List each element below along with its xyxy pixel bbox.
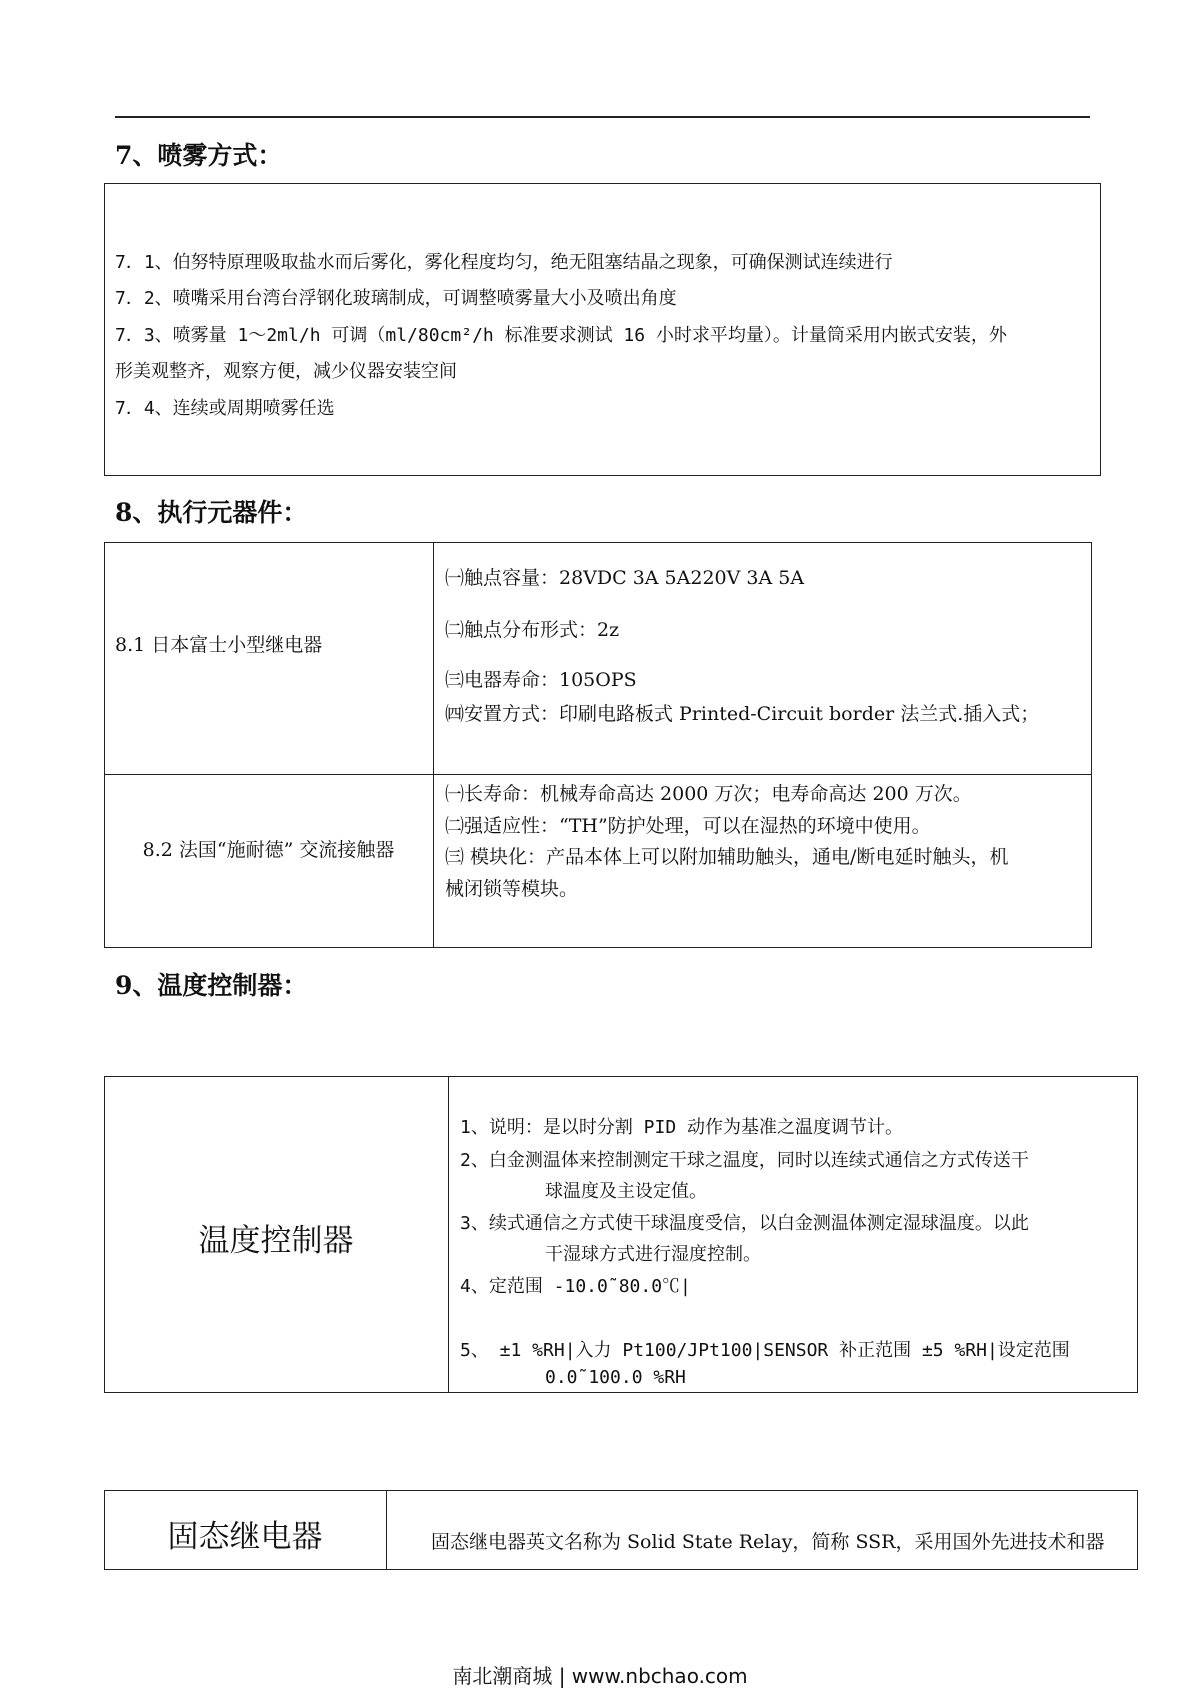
contactor-spec-line: 械闭锁等模块。: [445, 878, 579, 900]
temp-spec-line: 球温度及主设定值。: [545, 1181, 707, 1202]
temp-spec-line: 0.0˜100.0 %RH: [545, 1367, 686, 1388]
section-8-table: [104, 542, 1092, 948]
table-divider: [433, 542, 434, 948]
section-8-heading: 8、执行元器件：: [115, 498, 308, 527]
section-7-line: 7．3、喷雾量 1～2ml/h 可调（ml/80cm²/h 标准要求测试 16 小时求平均量）。计量筒采用内嵌式安装，外: [115, 325, 1007, 346]
ssr-label: 固态继电器: [167, 1519, 323, 1555]
top-rule: [115, 116, 1090, 118]
contactor-spec-line: ㈡强适应性：“TH”防护处理，可以在湿热的环境中使用。: [445, 815, 931, 837]
table-divider: [104, 774, 1092, 775]
temp-spec-line: 4、定范围 -10.0˜80.0℃|: [460, 1276, 691, 1297]
section-7-line: 7．4、连续或周期喷雾任选: [115, 398, 335, 419]
temp-spec-line: 干湿球方式进行湿度控制。: [545, 1244, 761, 1265]
section-7-heading: 7、喷雾方式：: [115, 141, 283, 170]
temp-spec-line: 1、说明：是以时分割 PID 动作为基准之温度调节计。: [460, 1117, 904, 1138]
contactor-label: 8.2 法国“施耐德” 交流接触器: [142, 839, 395, 861]
relay-spec-line: ㈡触点分布形式：2z: [445, 619, 620, 641]
section-7-line: 形美观整齐，观察方便，减少仪器安装空间: [115, 361, 457, 382]
table-divider: [448, 1076, 449, 1393]
relay-label: 8.1 日本富士小型继电器: [115, 634, 323, 656]
table-divider: [386, 1490, 387, 1570]
ssr-description: 固态继电器英文名称为 Solid State Relay，简称 SSR，采用国外先进技术和器: [431, 1531, 1105, 1553]
section-9-heading: 9、温度控制器：: [115, 971, 308, 1000]
temp-spec-line: 5、 ±1 %RH|入力 Pt100/JPt100|SENSOR 补正范围 ±5 %RH|设定范围: [460, 1340, 1070, 1361]
relay-spec-line: ㈠触点容量：28VDC 3A 5A220V 3A 5A: [445, 567, 805, 589]
section-7-line: 7．1、伯努特原理吸取盐水而后雾化，雾化程度均匀，绝无阻塞结晶之现象，可确保测试连续进行: [115, 252, 893, 273]
contactor-spec-line: ㈠长寿命：机械寿命高达 2000 万次；电寿命高达 200 万次。: [445, 783, 972, 805]
temp-spec-line: 2、白金测温体来控制测定干球之温度，同时以连续式通信之方式传送干: [460, 1150, 1029, 1171]
temp-controller-label: 温度控制器: [198, 1223, 354, 1259]
relay-spec-line: ㈢电器寿命：105OPS: [445, 669, 637, 691]
section-7-line: 7．2、喷嘴采用台湾台浮钢化玻璃制成，可调整喷雾量大小及喷出角度: [115, 288, 677, 309]
temp-spec-line: 3、续式通信之方式使干球温度受信，以白金测温体测定湿球温度。以此: [460, 1213, 1029, 1234]
contactor-spec-line: ㈢ 模块化：产品本体上可以附加辅助触头，通电/断电延时触头，机: [445, 846, 1009, 868]
footer-link[interactable]: 南北潮商城 | www.nbchao.com: [452, 1664, 748, 1688]
relay-spec-line: ㈣安置方式：印刷电路板式 Printed-Circuit border 法兰式.插入式；: [445, 703, 1040, 725]
